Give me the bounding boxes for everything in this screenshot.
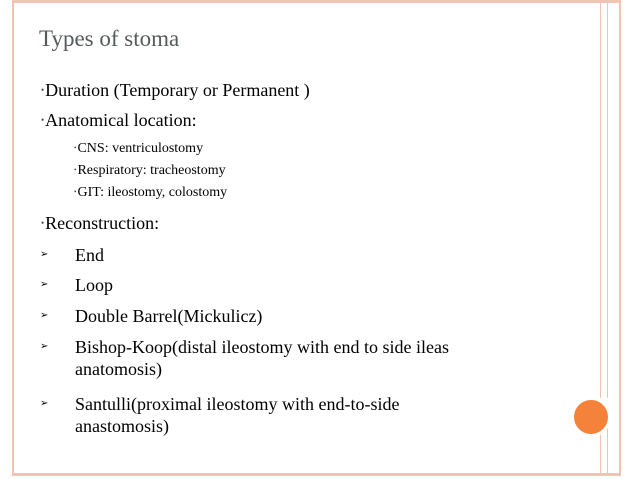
bullet-text: Anatomical location:: [45, 110, 197, 130]
bullet-dot: •: [41, 218, 45, 228]
bullet-dot: •: [74, 144, 77, 152]
arrow-bullet-icon: ➢: [40, 341, 49, 352]
bullet-text: Duration (Temporary or Permanent ): [45, 80, 310, 100]
sub-bullet-text: CNS: ventriculostomy: [77, 141, 204, 156]
bullet-anatomical-location: [41, 110, 197, 131]
reconstruction-item-text: End: [75, 245, 104, 265]
decorative-line: [600, 428, 601, 476]
arrow-bullet-icon: ➢: [40, 310, 49, 321]
bullet-dot: •: [41, 85, 45, 95]
bullet-duration: [41, 80, 310, 101]
reconstruction-item-loop: [40, 274, 540, 296]
sub-bullet-text: Respiratory: tracheostomy: [77, 163, 226, 178]
reconstruction-item-double-barrel: [40, 305, 540, 327]
bullet-dot: •: [74, 166, 77, 174]
decorative-line: [607, 0, 608, 398]
reconstruction-item-text: Double Barrel(Mickulicz): [75, 306, 263, 326]
reconstruction-item-text: Loop: [75, 275, 113, 295]
sub-bullet-git: [74, 185, 227, 201]
decorative-line: [607, 428, 608, 476]
arrow-bullet-icon: ➢: [40, 398, 49, 409]
slide-title: Types of stoma: [39, 26, 180, 51]
slide-frame-bottom: [12, 473, 621, 476]
reconstruction-item-santulli: [40, 393, 470, 437]
sub-bullet-respiratory: [74, 163, 226, 179]
reconstruction-item-end: [40, 244, 540, 266]
sub-bullet-cns: [74, 141, 203, 157]
accent-circle: [571, 397, 611, 437]
sub-bullet-text: GIT: ileostomy, colostomy: [77, 185, 228, 200]
reconstruction-item-text: Bishop-Koop(distal ileostomy with end to side ileas anatomosis): [75, 337, 449, 379]
decorative-line: [600, 0, 601, 398]
reconstruction-item-bishop-koop: [40, 336, 510, 380]
arrow-bullet-icon: ➢: [40, 279, 49, 290]
arrow-bullet-icon: ➢: [40, 249, 49, 260]
bullet-dot: •: [74, 188, 77, 196]
bullet-reconstruction: [41, 213, 159, 234]
bullet-dot: •: [41, 115, 45, 125]
reconstruction-item-text: Santulli(proximal ileostomy with end-to-side anastomosis): [75, 394, 400, 436]
bullet-text: Reconstruction:: [45, 213, 160, 233]
